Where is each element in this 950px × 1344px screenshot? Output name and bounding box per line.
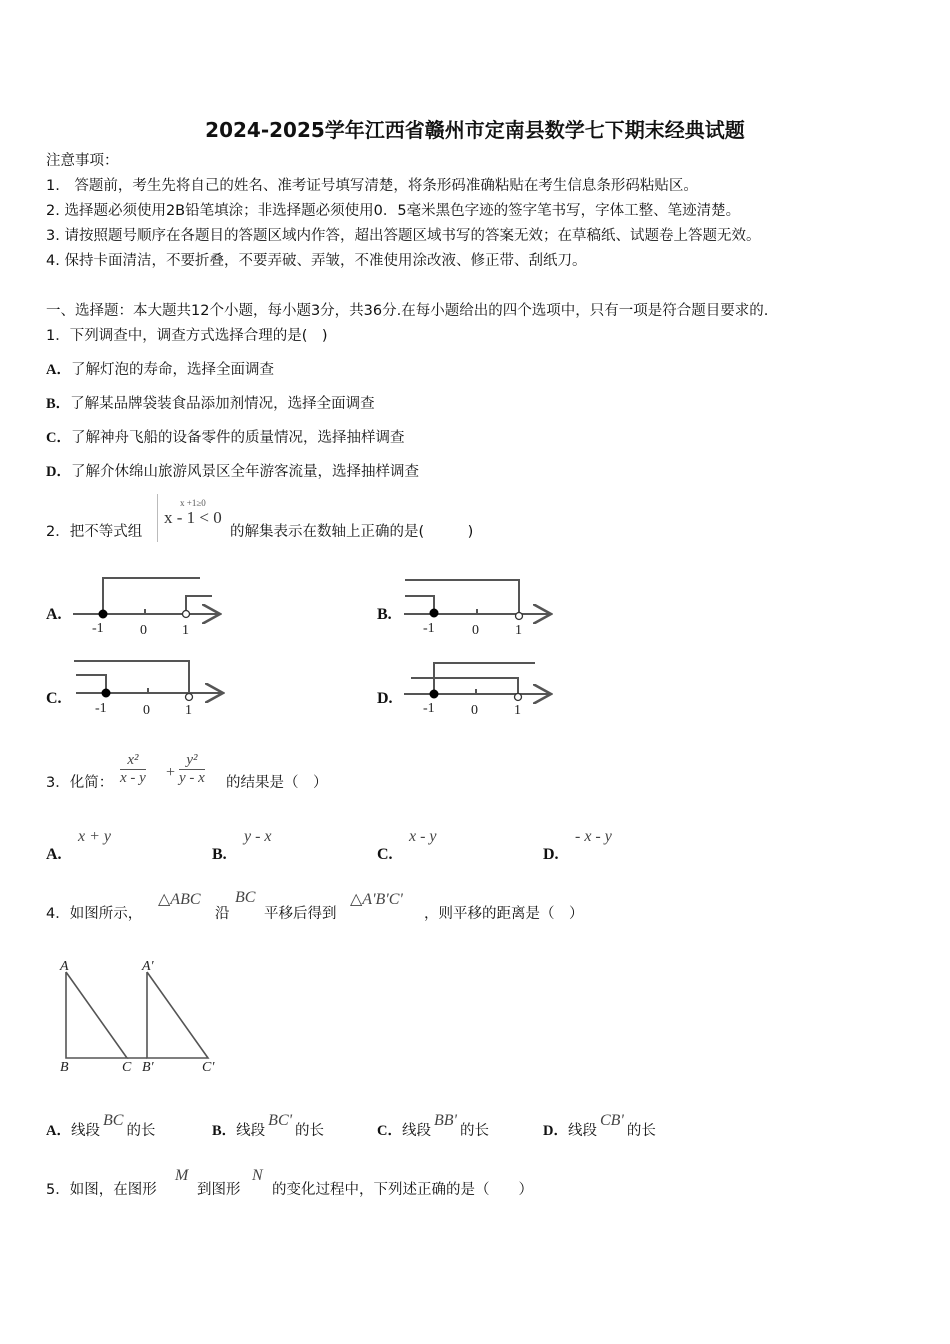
svg-text:1: 1 <box>182 623 189 638</box>
q1-option-d: D．了解介休绵山旅游风景区全年游客流量，选择抽样调查 <box>46 464 419 480</box>
notice-item: 1. 答题前，考生先将自己的姓名、准考证号填写清楚，将条形码准确粘贴在考生信息条形码粘贴区。 <box>46 178 698 194</box>
svg-text:B′: B′ <box>142 1060 154 1075</box>
section-heading: 一、选择题：本大题共12个小题，每小题3分，共36分.在每小题给出的四个选项中，只有一项是符合题目要求的. <box>46 303 769 319</box>
q2-stem-post: 的解集表示在数轴上正确的是( ) <box>230 524 474 540</box>
svg-text:0: 0 <box>471 703 478 718</box>
fraction-2: $\frac{\text{y²}}{y - x}$ <box>179 752 205 786</box>
svg-text:1: 1 <box>514 703 521 718</box>
q4-stem-mid: 平移后得到 <box>264 906 337 922</box>
q2-option-c-label: C. <box>46 690 62 707</box>
q3-option-c-label: C. <box>377 846 393 863</box>
svg-text:A: A <box>60 959 69 974</box>
svg-text:0: 0 <box>472 623 479 638</box>
q3-option-b-label: B. <box>212 846 227 863</box>
number-line-d <box>404 663 551 701</box>
svg-text:C′: C′ <box>202 1060 215 1075</box>
notice-heading: 注意事项： <box>46 153 119 169</box>
tick-labels <box>92 621 522 718</box>
q1-option-b: B．了解某品牌袋装食品添加剂情况，选择全面调查 <box>46 396 375 412</box>
q3-option-a-label: A. <box>46 846 62 863</box>
q5-stem-pre: 5．如图，在图形 <box>46 1182 157 1198</box>
q2-option-a-label: A. <box>46 606 62 623</box>
number-line-b <box>404 580 551 620</box>
page-title: 2024-2025学年江西省赣州市定南县数学七下期末经典试题 <box>205 118 745 142</box>
svg-text:-1: -1 <box>423 701 435 716</box>
notice-item: 4. 保持卡面清洁，不要折叠，不要弄破、弄皱，不准使用涂改液、修正带、刮纸刀。 <box>46 253 587 269</box>
q2-stem-pre: 2．把不等式组 <box>46 524 143 540</box>
q3-option-d: - x - y <box>575 828 612 845</box>
svg-text:A′: A′ <box>142 959 154 974</box>
inequality-1: x +1≥0 <box>180 498 206 508</box>
q4-option-d: D．线段CB'的长 <box>543 1112 656 1139</box>
svg-text:-1: -1 <box>92 621 104 636</box>
q4-option-b: B．线段BC'的长 <box>212 1112 325 1139</box>
q3-option-c: x - y <box>409 828 437 845</box>
q1-option-a: A．了解灯泡的寿命，选择全面调查 <box>46 362 274 378</box>
notice-item: 3. 请按照题号顺序在各题目的答题区域内作答，超出答题区域书写的答案无效；在草稿纸、试题卷上答题无效。 <box>46 228 761 244</box>
q3-option-b: y - x <box>244 828 272 845</box>
q4-option-c: C．线段BB'的长 <box>377 1112 489 1139</box>
svg-text:0: 0 <box>143 703 150 718</box>
q3-option-d-label: D. <box>543 846 559 863</box>
fraction-1: $\frac{\text{x²}}{x - y}$ <box>120 752 146 786</box>
q2-option-b-label: B. <box>377 606 392 623</box>
q3-stem-pre: 3．化简： <box>46 775 114 791</box>
q1-stem: 1．下列调查中，调查方式选择合理的是( ) <box>46 328 328 344</box>
q4-stem-post: ，则平移的距离是（ ） <box>424 906 584 922</box>
q3-option-a: x + y <box>78 828 111 845</box>
svg-text:0: 0 <box>140 623 147 638</box>
svg-text:1: 1 <box>185 703 192 718</box>
triangle-abc-prime: △A'B'C' <box>350 891 403 908</box>
svg-text:-1: -1 <box>423 621 435 636</box>
q1-option-c: C．了解神舟飞船的设备零件的质量情况，选择抽样调查 <box>46 430 405 446</box>
q2-option-d-label: D. <box>377 690 393 707</box>
inequality-2: x - 1 < 0 <box>164 508 222 527</box>
triangle-abc: △ABC <box>158 891 201 908</box>
plus-sign: + <box>166 764 176 781</box>
notice-item: 2. 选择题必须使用2B铅笔填涂；非选择题必须使用0．5毫米黑色字迹的签字笔书写，字体工整、笔迹清楚。 <box>46 203 741 219</box>
number-line-a <box>73 578 220 618</box>
svg-text:B: B <box>60 1060 69 1075</box>
q5-stem-post: 的变化过程中，下列述正确的是（ ） <box>272 1182 533 1198</box>
q4-stem-pre: 4．如图所示， <box>46 906 143 922</box>
svg-text:-1: -1 <box>95 701 107 716</box>
q5-mid: 到图形 <box>197 1182 241 1198</box>
figure-m: M <box>175 1167 189 1184</box>
translation-triangles <box>66 972 208 1058</box>
q4-option-a: A．线段BC的长 <box>46 1112 156 1139</box>
svg-text:C: C <box>122 1060 132 1075</box>
segment-bc: BC <box>235 889 256 906</box>
number-line-c <box>74 661 223 701</box>
svg-text:1: 1 <box>515 623 522 638</box>
figure-n: N <box>252 1167 263 1184</box>
q4-along: 沿 <box>215 906 230 922</box>
q3-stem-post: 的结果是（ ） <box>226 775 328 791</box>
